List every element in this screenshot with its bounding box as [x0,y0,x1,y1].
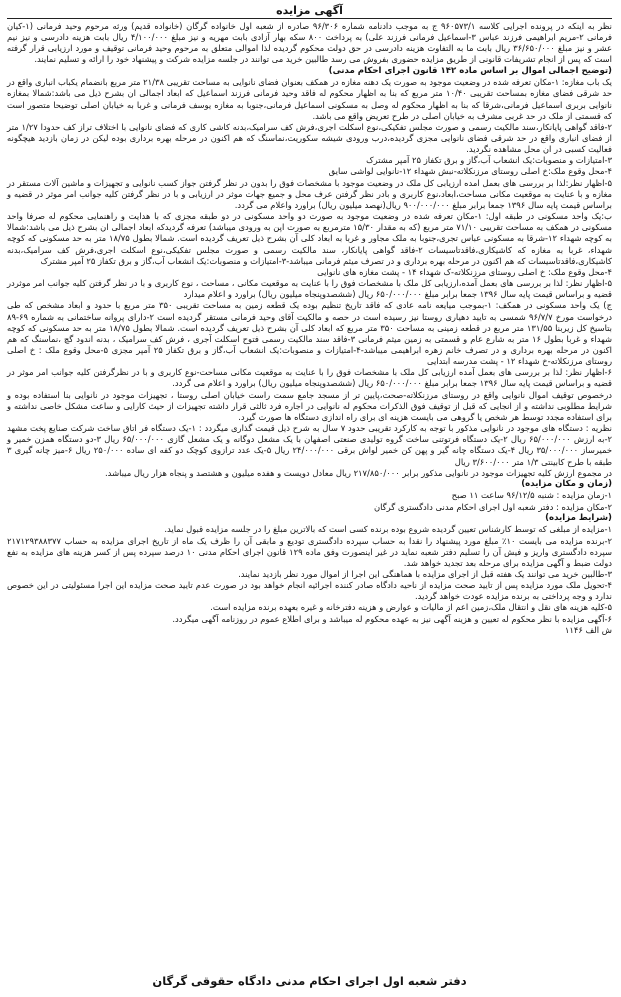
condition-3: ۳-طالبین خرید می توانند یک هفته قبل از اجرای مزایده با هماهنگی این اجرا از اموال مورد نظر بازدید نمایند. [238,568,612,579]
bakery-equipment-description: درخصوص توقیف اموال نانوایی واقع در روستای مرزنکلاته-صحت،پایین تر از مسجد جامع سمت راست خیابان اصلی روستا ، تجهیزات موجود در نانوایی بنا استفاده بوده و شرایط مطلوبی نداشته و از انجایی که قبل از توقیف فوق الذکرات محکوم له نانوایی در اجاره فرد ثالثی قرار داشته تجهیزات از حیث کارایی و ساعت مشکل خاصی نداشته و برای استفاده مجدد توسط هر شخص یا گروهی می بایست هزینه ای برای راه اندازی دستگاه ها صورت گیرد. [7,389,612,422]
shop-specs: ۲-فاقد گواهی پایانکار،سند مالکیت رسمی و صورت مجلس تفکیکی،نوع اسکلت اجری،فرش کف سرامیک،بدنه کاشی کاری که فضای نانوایی با اختلاف تراز کف حدودا ۱/۲۷ متر از فضای انباری واقع در حد شرقی فضای نانوایی مجزی گردیده،درب ورودی شیشه سکوریت،نماسنگ که هم اکنون در مرحله بهره برداری بوده لیکن در زمان بازدید هیچگونه فعالیت کسبی در ان محل مشاهده نگردید. [7,121,613,155]
issuer-signature: دفتر شعبه اول اجرای احکام مدنی دادگاه حقوقی گرگان [152,974,467,988]
upper-unit-location: ۴-محل وقوع ملک: خ اصلی روستای مرزنکلاته-ک شهداء ۱۴ - پشت مغازه های نانوایی [317,266,612,277]
ground-unit-appraisal: ۶-اظهار نظر: لذا بر بررسی های بعمل آمده ارزیابی کل ملک با مشخصات فوق را با عنایت به موقعیت مکانی مساحت-نوع کاربری و با در نظرگرفتن کلیه جوانب امر موثر در قضیه و براساس قیمت پایه سال ۱۳۹۶ جمعا برابر مبلغ ۶۵۰/۰۰۰/۰۰۰ ریال (ششصدوپنجاه میلیون ریال) براورد و اعلام می گردد. [7,367,612,389]
auction-place: ۲-مکان مزایده : دفتر شعبه اول اجرای احکام مدنی دادگستری گرگان [373,501,612,512]
condition-1: ۱-مزایده از مبلغی که توسط کارشناس تعیین گردیده شروع بوده برنده کسی است که بالاترین مبلغ را در جلسه مزایده قبول نماید. [164,524,612,535]
upper-unit-appraisal: ۵-اظهار نظر: لذا بر بررسی های بعمل آمده،ارزیابی کل ملک با مشخصات فوق را با عنایت به موقعیت مکانی ، مساحت ، نوع کاربری و با در نظر گرفتن کلیه جوانب امر موثردر قضیه و براساس قیمت پایه سال ۱۳۹۶ جمعا برابر مبلغ ۶۵۰/۰۰۰/۰۰۰ ریال (ششصدوپنجاه میلیون ریال) براورد و اعلام میدارد [7,278,612,300]
bakery-equipment-valuation: نظریه : دستگاه های موجود در نانوایی مذکور با توجه به کارکرد تقریبی حدود ۷ سال به شرح ذیل قیمت گذاری میگردد : ۱-یک دستگاه فر اتاق ساخت شرکت صنایع پخت مشهد ۲-به ارزش ۶۵/۰۰۰/۰۰۰ ریال ۲-یک دستگاه فرتوتنی ساخت گروه تولیدی صنعتی اصفهان با یک مشعل دوگانه و یک مشعل گازی ۶۵/۰۰۰/۰۰۰ ریال ۳-دو دستگاه همزن خمیر و خمیرساز ۳۵/۰۰۰/۰۰۰ ریال ۴-یک دستگاه چانه گیر و پهن کن خمیر لواش برقی ۲۴/۰۰۰/۰۰۰ ریال ۵-یک عدد ترازوی کوچک دو کفه ای ساده ۲۵۰/۰۰۰ ریال ۶-میز چانه گیری ۳ طبقه با طرح کابینتی ۱/۳ متر ۳/۶۰۰/۰۰۰ ریال [7,423,613,467]
condition-5: ۵-کلیه هزینه های نقل و انتقال ملک،زمین اعم از مالیات و عوارض و هزینه دفترخانه و غیره بعهده برنده مزایده است. [210,602,612,613]
conditions-heading: (شرایط مزایده) [545,512,612,523]
shop-utilities: ۳-امتیازات و منصوبات:یک انشعاب آب،گاز و برق تکفاز ۲۵ آمپر مشترک [366,155,612,166]
notice-title: آگهی مزایده [7,3,612,19]
upper-unit-description: ب:یک واحد مسکونی در طبقه اول: ۱-مکان تعرفه شده در وضعیت موجود به صورت دو واحد مسکونی در دو طبقه مجزی که با هدایت و راهنمایی محکوم له صرفا واحد مسکونی در همکف به مساحت تقریبی ۷۱/۱۰ متر مربع (که به مقدار ۱۵/۳۰ مترمربع به صورت اپن به ورودی میباشد) تعرفه گردیدکه ابعاد اجمالی ان بشرح ذیل می باشد:شمالا به کوچه شهداء ۱۲-شرقا به مسکونی عباس تجری،جنوبا به ملک مجاور و غربا به ابعاد کلی آن بشرح ذیل تعریف گردیده است. شمالا بطول ۱۸/۷۵ متر به حد مسکونی که کوچه شهداء، غربا به مغازه که کاشیکاری،فاقدتاسیسات ۲-فاقد گواهی پایانکار، سند مالکیت رسمی و صورت مجلس تفکیکی،نوع اسکلت اجری،فرش کف سرامیک،بدنه کاشیکاری،فاقدتاسیسات که هم اکنون در مرحله بهره برداری و در تصرف میثم فرمانی میباشد-۳-امتیازات و منصوبات:یک انشعاب آب،گاز و برق تکفاز ۲۵ آمپر مشترک [7,211,613,266]
bakery-equipment-total: در مجموع ارزش کلیه تجهیزات موجود در نانوایی مذکور برابر ۲۱۷/۸۵۰/۰۰۰ ریال معادل دویست و هفده میلیون و هشتصد و پنجاه هزار ریال میباشد. [105,467,612,478]
publication-code: ش الف ۱۱۴۶ [564,624,612,635]
shop-appraisal: ۵-اظهار نظر:لذا بر بررسی های بعمل امده ارزیابی کل ملک در وضعیت موجود با مشخصات فوق را بدون در نظر گرفتن جواز کسب نانوایی و تجهیزات و ماشین آلات مستقر در مغازه و با عنایت به موقعیت مکانی مساحت،ابعاد،نوع کاربری و بادر نظر گرفتن عرف محل و جمیع جهات موثر در ارزیابی و با در نظر گرفتن کلیه جوانب امر موثر در قضیه و براساس قیمت پایه سال ۱۳۹۶ جمعا برابر مبلغ ۹۰۰/۰۰۰/۰۰۰ ریال(نهصد میلیون ریال) براورد واعلام می گردد. [7,177,612,210]
condition-4: ۴-تحویل ملک مورد مزایده پس از تایید صحت مزایده از ناحیه دادگاه صادر کننده اجرائیه انجام خواهد بود در صورت عدم تایید صحت مزایده این اجرا مسئولیتی در این خصوص ندارد و وجه پرداختی به برنده مزایده عودت خواهد گردید. [7,580,612,602]
schedule-heading: (زمان و مکان مزایده) [521,478,612,489]
condition-6: ۶-آگهی مزایده با نظر محکوم له تعیین و هزینه آگهی نیز به عهده محکوم له میباشد و برای اطلاع عموم در روزنامه آگهی میگردد. [172,613,612,624]
shop-location: ۴-محل وقوع ملک:خ اصلی روستای مرزنکلاته-نبش شهداء ۱۲-نانوایی لواشی سایق [328,166,612,177]
auction-time: ۱-زمان مزایده : شنبه ۹۶/۱۲/۵ ساعت ۱۱ صبح [451,490,612,501]
intro-paragraph: نظر به اینکه در پرونده اجرایی کلاسه ۹۶۰۵۷۳/۱ ج به موجب دادنامه شماره ۹۶/۳۰۶ صادره از شعبه اول خانواده گرگان (خانواده قدیم) ورثه مرحوم وحید فرمانی (۱-کیان فرمانی ۲-مریم ابراهیمی فرزند عباس ۳-اسماعیل فرمانی فرزند علی) به پرداخت ۸۰۰ سکه بهار آزادی بابت مهریه و نیز مبلغ ۴/۱۰۰/۰۰۰ ریال بابت هزینه دادرسی و نیز نیم عشر و نیز مبلغ ۳۶/۶۵۰/۰۰۰ ریال بابت ما به التفاوت هزینه دادرسی در حق دولت محکوم گردیده لذا اموالی متعلق به مرحوم وحید فرمانی توقیف و مورد ارزیابی قرار گرفته است که پس از انجام تشریفات قانونی از طریق مزایده حضوری بفروش می رسد طالبین خرید می توانند در جلسه مزایده شرکت و پیشنهاد خود را ارائه و تسلیم نمایند. [7,21,613,65]
condition-2: ۲-برنده مزایده می بایست ۱۰٪ مبلغ مورد پیشنهاد را نقدا به حساب سپرده دادگستری تودیع و مابقی آن را ظرف یک ماه از تاریخ اجرای مزایده به حساب ۲۱۷۱۲۹۳۸۸۳۷۷ سپرده دادگستری واریز و فیش آن را تسلیم دفتر شعبه نماید در غیر اینصورت وفق ماده ۱۲۹ قانون اجرای احکام مدنی ۱۰ درصد سپرده پس از کسر هزینه های مزایده به نفع دولت ضبط و آگهی مزایده برای مرحله بعد تجدید خواهد شد. [7,535,613,568]
ground-unit-description: ج) یک واحد مسکونی در همکف: ۱-بموجب میایعه نامه عادی که فاقد تاریخ تنظیم بوده یک قطعه زمین به مساحت تقریبی ۳۵۰ متر مربع با حدود و ابعاد مشخص که طی درخواست مورخ ۹۶/۷/۷ شمسی به تایید دهیاری روستا نیز رسیده است در حصه و مالکیت آقای وحید فرمانی مستقر گردیده است ۲-دارای پروانه ساختمانی به شماره ۶۹-۸۹ بتاسیخ کل زیربنا ۱۳۱/۵۵ متر مربع در قطعه زمینی به مساحت ۳۵۰ متر مربع که ابعاد کلی آن بشرح ذیل تعریف گردیده است. شمالا بطول ۱۸/۷۵ متر به حد مسکونی که کوچه شهداء و غربا بطول ۱۶ متر به شارع عام و قسمتی به زمین میثم فرمانی ۳-فاقد سند مالکیت رسمی فتوح اسکلت آجری ، فرش کف سرامیک ، بدنه اندود گچ ،نماسنگ که هم اکنون در مرحله بهره برداری و در تصرف خانم زهره ابراهیمی میباشد-۴-امتیازات و منصوبات:یک انشعاب آب،گاز و برق تکفاز ۲۵ آمپر مجزی ۵-محل وقوع ملک : خ اصلی روستای مرزنکلاته-خ شهداء ۱۲ - پشت مدرسه ابتدایی [7,300,613,367]
shop-description: یک باب مغازه: ۱-مکان تعرفه شده در وضعیت موجود به صورت یک دهنه مغازه در همکف بعنوان فضای نانوایی به مساحت تقریبی ۲۱/۳۸ متر مربع بانضمام یکباب انباری واقع در حد شرقی فضای مغازه بمساحت تقریبی ۱۰/۴۰ متر مربع که بنا به اظهار محکوم له فاقد وحید فرمانی فرزند اسماعیل که ابعاد اجمالی ان بشرح ذیل می باشد:شمالا بمغازه نانوایی بربری اسماعیل فرمانی،شرقا که بنا به اظهار محکوم له وصل به مسکونی اسماعیل فرمانی،جنوبا به مغازه یوسف فرمانی و غربا به خیابان اصلی توضیحا متصور است که قسمتی از ملک در حد غربی مشرف به خیابان اصلی در طرح تعریض واقع می باشد. [7,77,612,121]
explanation-heading: (توضیح اجمالی اموال بر اساس ماده ۱۴۲ قانون اجرای احکام مدنی) [328,65,612,76]
